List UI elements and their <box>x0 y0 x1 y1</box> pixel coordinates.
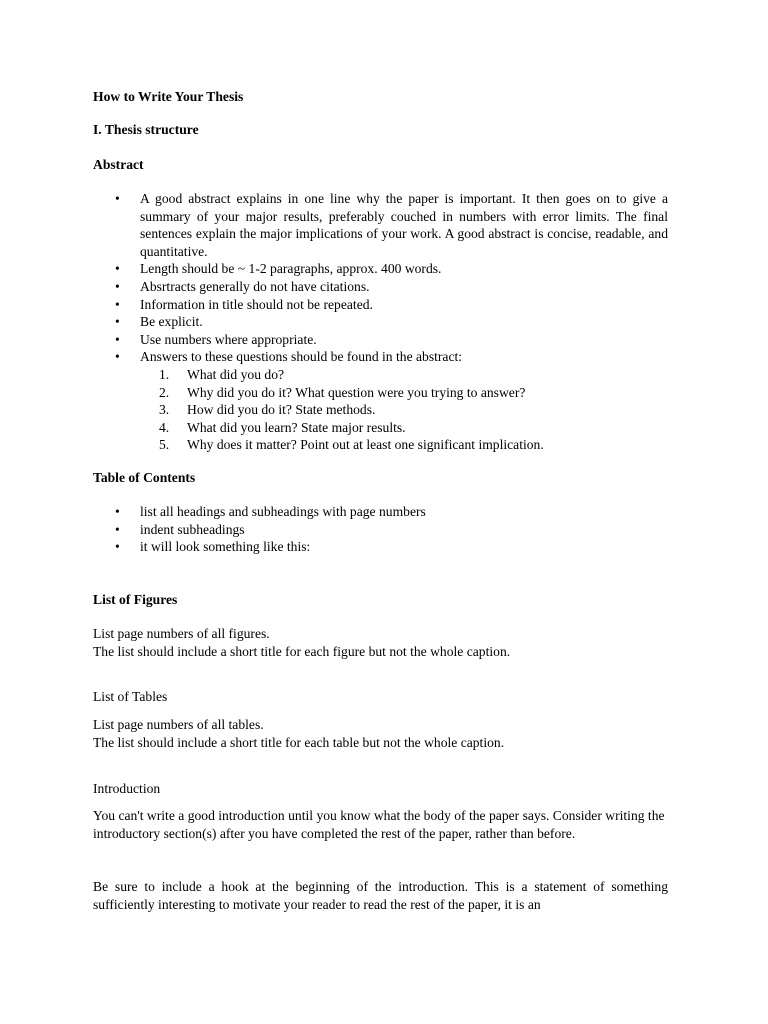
tables-line-1: List page numbers of all tables. <box>93 717 264 732</box>
figures-line-1: List page numbers of all figures. <box>93 626 270 641</box>
item-text: What did you learn? State major results. <box>187 419 406 435</box>
list-item-text: Be explicit. <box>140 314 203 330</box>
item-text: Why does it matter? Point out at least one significant implication. <box>187 437 544 453</box>
list-item-text: Answers to these questions should be found in the abstract: <box>140 349 463 365</box>
item-text: How did you do it? State methods. <box>187 402 376 418</box>
bullet-icon: • <box>115 191 120 206</box>
introduction-paragraph-1: You can't write a good introduction until you know what the body of the paper says. Consider writing the introductory section(s) after you have completed the rest of the paper, rather than before. <box>93 808 665 841</box>
item-text: What did you do? <box>187 367 285 382</box>
list-item <box>93 331 668 349</box>
item-number: 2. <box>159 384 170 400</box>
list-item <box>93 260 668 278</box>
introduction-paragraph-2: Be sure to include a hook at the beginning of the introduction. This is a statement of something sufficiently interesting to motivate your reader to read the rest of the paper, it is an <box>93 879 668 912</box>
list-item <box>93 313 668 331</box>
item-number: 4. <box>159 419 170 435</box>
tables-heading: List of Tables <box>93 689 168 704</box>
figures-heading: List of Figures <box>93 592 178 607</box>
bullet-icon: • <box>115 278 120 294</box>
item-text: Why did you do it? What question were you trying to answer? <box>187 384 526 400</box>
list-item-text: it will look something like this: <box>140 539 311 555</box>
list-item <box>93 190 668 260</box>
bullet-icon: • <box>115 521 120 537</box>
list-item-text: list all headings and subheadings with page numbers <box>140 504 426 519</box>
numbered-item <box>93 366 668 384</box>
list-item <box>93 348 668 366</box>
list-item <box>93 538 668 556</box>
toc-bullet-list <box>93 503 668 556</box>
numbered-item <box>93 436 668 454</box>
bullet-icon: • <box>115 296 120 312</box>
item-number: 1. <box>159 367 170 382</box>
bullet-icon: • <box>115 261 120 277</box>
list-item <box>93 278 668 296</box>
abstract-bullet-list <box>93 190 668 366</box>
numbered-item <box>93 384 668 402</box>
list-item-text: Use numbers where appropriate. <box>140 331 317 347</box>
figures-line-2: The list should include a short title for each figure but not the whole caption. <box>93 644 511 659</box>
bullet-icon: • <box>115 504 120 519</box>
list-item-text: Absrtracts generally do not have citations. <box>140 278 370 294</box>
abstract-questions-list <box>93 366 668 454</box>
list-item-text: A good abstract explains in one line why the paper is important. It then goes on to give a summary of your major results, preferably couched in numbers with error limits. The final sentences explain the major implications of your work. A good abstract is concise, readable, and quantitative. <box>140 191 668 259</box>
bullet-icon: • <box>115 331 120 347</box>
list-item-text: Information in title should not be repeated. <box>140 296 373 312</box>
list-item <box>93 521 668 539</box>
abstract-heading: Abstract <box>93 157 144 172</box>
bullet-icon: • <box>115 349 120 365</box>
list-item-text: indent subheadings <box>140 521 245 537</box>
tables-line-2: The list should include a short title for each table but not the whole caption. <box>93 735 505 750</box>
item-number: 5. <box>159 437 170 453</box>
toc-heading: Table of Contents <box>93 470 196 485</box>
introduction-heading: Introduction <box>93 781 161 796</box>
numbered-item <box>93 419 668 437</box>
list-item <box>93 296 668 314</box>
document-title: How to Write Your Thesis <box>93 89 244 104</box>
bullet-icon: • <box>115 314 120 330</box>
list-item-text: Length should be ~ 1-2 paragraphs, approx. 400 words. <box>140 261 442 277</box>
list-item <box>93 503 668 521</box>
item-number: 3. <box>159 402 170 418</box>
numbered-item <box>93 401 668 419</box>
bullet-icon: • <box>115 539 120 555</box>
section-heading: I. Thesis structure <box>93 122 199 137</box>
